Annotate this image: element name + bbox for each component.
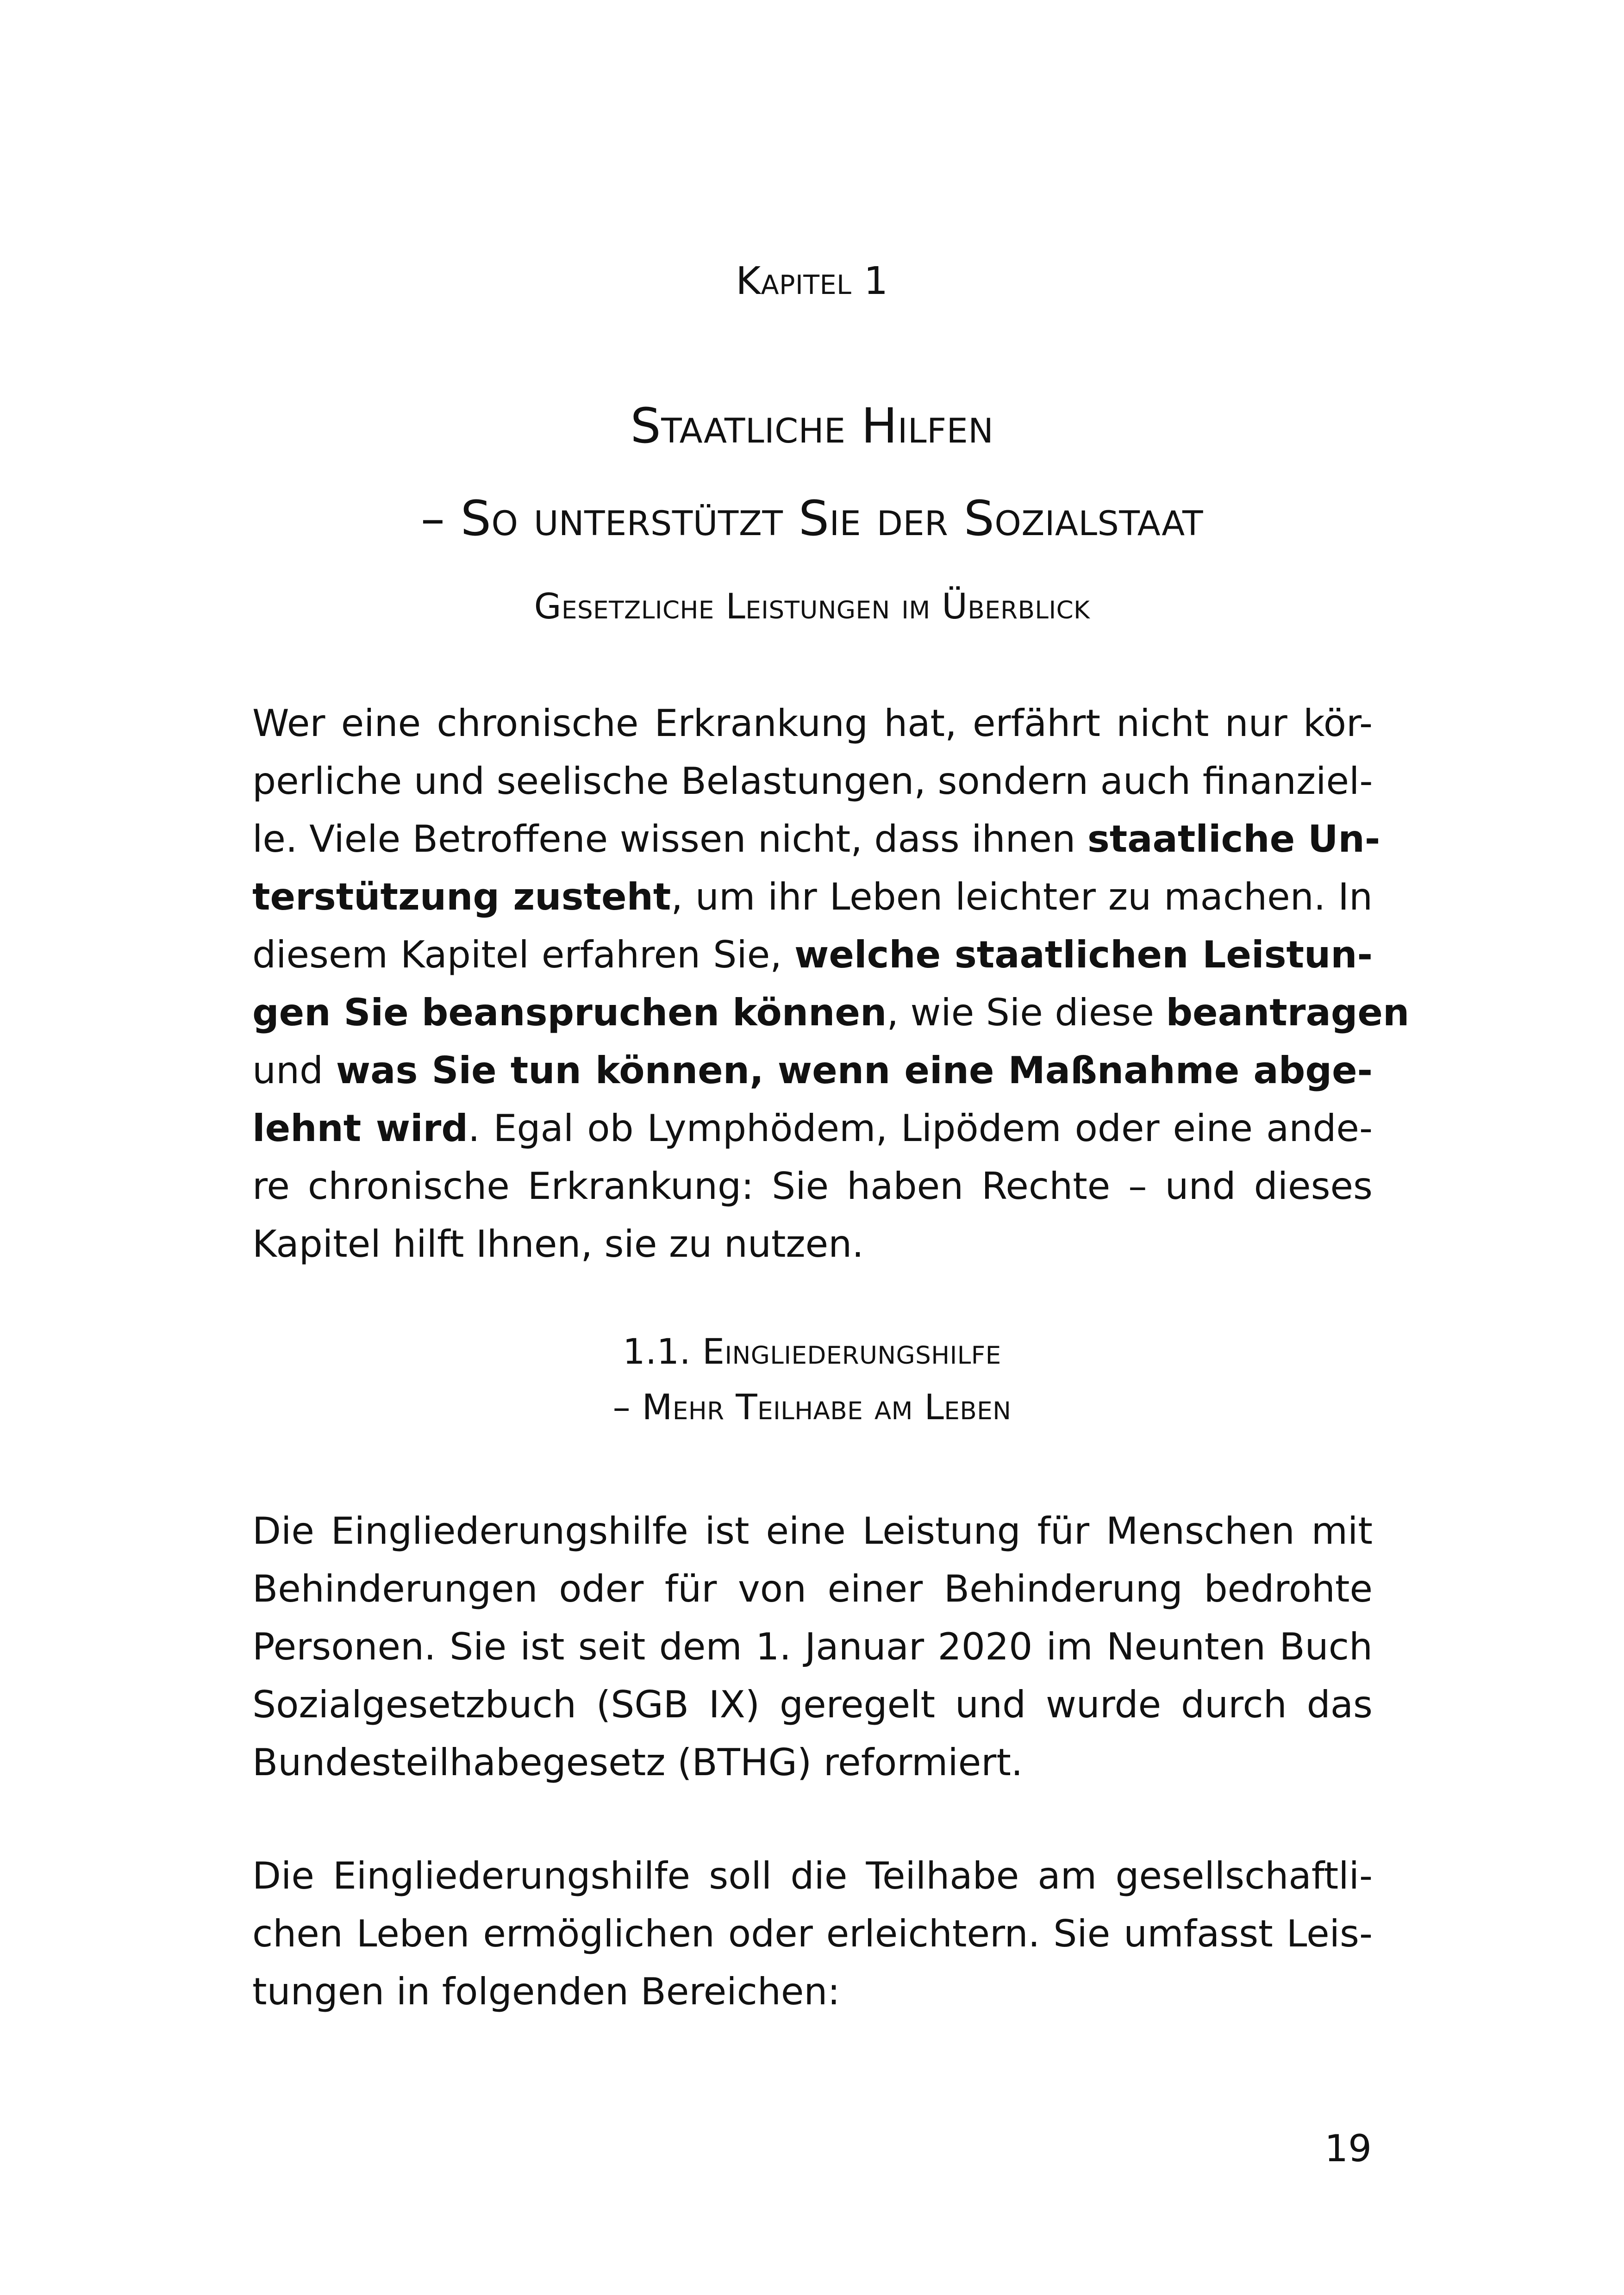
intro-paragraph	[252, 694, 1410, 1273]
intro-line	[252, 1099, 1373, 1157]
intro-line	[252, 1041, 1373, 1099]
paragraph-line: Personen. Sie ist seit dem 1. Januar 2020 im Neunten Buch	[252, 1625, 1373, 1668]
intro-line	[252, 694, 1373, 752]
overview-heading: Gesetzliche Leistungen im Überblick	[534, 586, 1090, 627]
intro-text: diesem Kapitel erfahren Sie,	[252, 933, 795, 976]
paragraph-line: tungen in folgenden Bereichen:	[252, 1970, 840, 2013]
intro-emphasis: gen Sie beanspruchen können	[252, 991, 887, 1034]
section-heading-line-2: – Mehr Teilhabe am Leben	[612, 1386, 1012, 1428]
intro-line	[252, 752, 1373, 810]
intro-text: , wie Sie diese	[887, 991, 1166, 1034]
intro-text: , um ihr Leben leichter zu machen. In	[671, 875, 1373, 918]
paragraph-eingliederungshilfe-scope	[252, 1847, 1373, 2021]
intro-line	[252, 984, 1410, 1041]
intro-emphasis: beantragen	[1166, 991, 1410, 1034]
intro-text: Kapitel hilft Ihnen, sie zu nutzen.	[252, 1222, 864, 1266]
section-heading-line-1: 1.1. Eingliederungshilfe	[623, 1331, 1001, 1372]
intro-text: Wer eine chronische Erkrankung hat, erfährt nicht nur kör-	[252, 701, 1373, 745]
page-number: 19	[1324, 2127, 1372, 2170]
intro-text: re chronische Erkrankung: Sie haben Rechte – und dieses	[252, 1164, 1373, 1208]
intro-emphasis: welche staatlichen Leistun-	[794, 933, 1373, 976]
paragraph-eingliederungshilfe-definition	[252, 1502, 1373, 1791]
intro-line	[252, 926, 1373, 984]
intro-text: und	[252, 1048, 336, 1092]
paragraph-line: Behinderungen oder für von einer Behinderung bedrohte	[252, 1567, 1373, 1610]
paragraph-line: Die Eingliederungshilfe ist eine Leistung für Menschen mit	[252, 1509, 1373, 1553]
paragraph-line: Sozialgesetzbuch (SGB IX) geregelt und wurde durch das	[252, 1683, 1373, 1726]
paragraph-line: chen Leben ermöglichen oder erleichtern. Sie umfasst Leis-	[252, 1912, 1373, 1955]
chapter-title-line-1: Staatliche Hilfen	[630, 398, 994, 454]
intro-text: perliche und seelische Belastungen, sondern auch finanziel-	[252, 759, 1373, 803]
intro-line	[252, 1157, 1373, 1215]
section-heading	[0, 1324, 1624, 1435]
intro-emphasis: was Sie tun können, wenn eine Maßnahme abge-	[336, 1048, 1373, 1092]
chapter-title-line-2: – So unterstützt Sie der Sozialstaat	[420, 490, 1204, 547]
intro-text: . Egal ob Lymphödem, Lipödem oder eine ande-	[468, 1106, 1373, 1150]
paragraph-line: Die Eingliederungshilfe soll die Teilhabe am gesellschaftli-	[252, 1854, 1373, 1897]
intro-line	[252, 810, 1380, 868]
intro-emphasis: terstützung zusteht	[252, 875, 671, 918]
intro-line	[252, 868, 1373, 926]
chapter-title	[0, 380, 1624, 565]
intro-emphasis: staatliche Un-	[1087, 817, 1380, 861]
intro-line	[252, 1215, 1373, 1273]
chapter-label: Kapitel 1	[736, 259, 888, 303]
paragraph-line: Bundesteilhabegesetz (BTHG) reformiert.	[252, 1740, 1023, 1784]
intro-emphasis: lehnt wird	[252, 1106, 468, 1150]
intro-text: le. Viele Betroffene wissen nicht, dass ihnen	[252, 817, 1087, 861]
